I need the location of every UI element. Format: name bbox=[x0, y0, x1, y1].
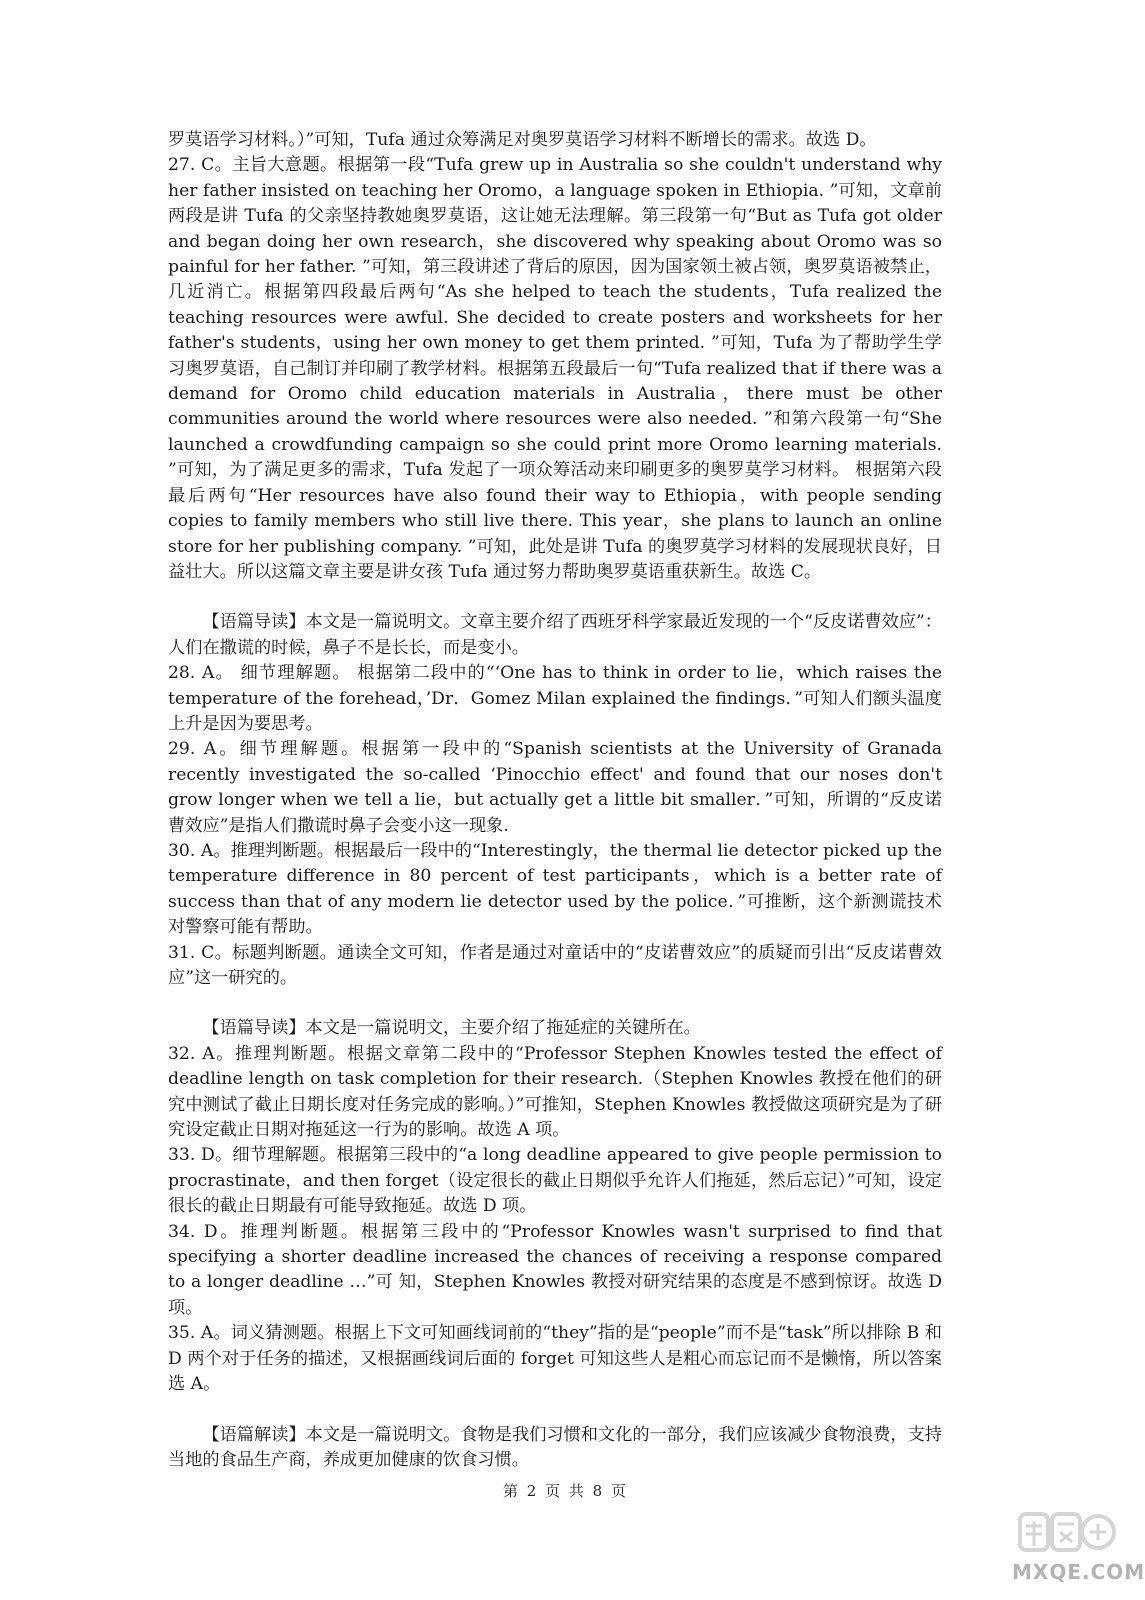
paragraph-intro-continuation: 罗莫语学习材料。）”可知，Tufa 通过众筹满足对奥罗莫语学习材料不断增长的需求。故选 D。 bbox=[168, 130, 877, 150]
watermark-text: MXQE.COM bbox=[1012, 1560, 1145, 1584]
answer-27: 27. C。主旨大意题。根据第一段“Tufa grew up in Australia so she couldn't understand why her father insisted on teaching her Oromo，a language spoken in Ethiopia. ”可知，文章前两段是讲 Tufa 的父亲坚持教她奥罗莫语，这让她无法理解。第三段第一句“But as Tufa got older and began doing her own research，she discovered why speaking about Oromo was so painful for her father. ”可知，第三段讲述了背后的原因，因为国家领土被占领，奥罗莫语被禁止，几近消亡。根据第四段最后两句“As she helped to teach the students，Tufa realized the teaching resources were awful. She decided to create posters and worksheets for her father's students，using her own money to get them printed. ”可知，Tufa 为了帮助学生学习奥罗莫语，自己制订并印刷了教学材料。根据第五段最后一句“Tufa realized that if there was a demand for Oromo child education materials in Australia，there must be other communities around the world where resources were also needed. ”和第六段第一句“She launched a crowdfunding campaign so she could print more Oromo learning materials. ”可知，为了满足更多的需求，Tufa 发起了一项众筹活动来印刷更多的奥罗莫学习材料。 根据第六段最后两句“Her resources have also found their way to Ethiopia，with people sending copies to family members who still live there. This year，she plans to launch an online store for her publishing company. ”可知，此处是讲 Tufa 的奥罗莫学习材料的发展现状良好，日益壮大。所以这篇文章主要是讲女孩 Tufa 通过努力帮助奥罗莫语重获新生。故选 C。 bbox=[168, 155, 942, 582]
paragraph-gap bbox=[168, 585, 942, 610]
answer-34: 34. D。推理判断题。根据第三段中的“Professor Knowles wasn't surprised to find that specifying a shorter deadline increased the chances of receiving a response compared to a longer deadline …”可 知，Stephen Knowles 教授对研究结果的态度是不感到惊讶。故选 D 项。 bbox=[168, 1221, 942, 1318]
answer-28: 28. A。 细节理解题。 根据第二段中的“‘One has to think in order to lie，which raises the temperature of the forehead，’Dr．Gomez Milan explained the findings．”可知人们额头温度上升是因为要思考。 bbox=[168, 663, 942, 734]
answer-30: 30. A。推理判断题。根据最后一段中的“Interestingly，the thermal lie detector picked up the temperature difference in 80 percent of test participants，which is a better rate of success than that of any modern lie detector used by the police．”可推断，这个新测谎技术对警察可能有帮助。 bbox=[168, 840, 942, 938]
paragraph-gap bbox=[168, 991, 942, 1016]
answer-31: 31. C。标题判断题。通读全文可知，作者是通过对童话中的“皮诺曹效应”的质疑而引出“反皮诺曹效应”这一研究的。 bbox=[168, 942, 942, 988]
answer-35: 35. A。词义猜测题。根据上下文可知画线词前的“they”指的是“people”而不是“task”所以排除 B 和 D 两个对于任务的描述，又根据画线词后面的 forget 可知这些人是粗心而忘记而不是懒惰，所以答案选 A。 bbox=[168, 1323, 942, 1395]
answer-33: 33. D。细节理解题。根据第三段中的“a long deadline appeared to give people permission to procrastinate，and then forget（设定很长的截止日期似乎允许人们拖延，然后忘记）”可知，设定很长的截止日期最有可能导致拖延。故选 D 项。 bbox=[168, 1145, 942, 1217]
passage-interpretation-heading: 【语篇解读】本文是一篇说明文。食物是我们习惯和文化的一部分，我们应该减少食物浪费，支持当地的食品生产商，养成更加健康的饮食习惯。 bbox=[168, 1424, 942, 1470]
watermark-logo-icon bbox=[1016, 1508, 1116, 1558]
page-number-footer: 第 2 页 共 8 页 bbox=[503, 1482, 628, 1500]
passage-guide-heading: 【语篇导读】本文是一篇说明文，主要介绍了拖延症的关键所在。 bbox=[202, 1018, 701, 1039]
document-body bbox=[168, 128, 942, 1473]
answer-32: 32. A。推理判断题。根据文章第二段中的“Professor Stephen Knowles tested the effect of deadline length on task completion for their research.（Stephen Knowles 教授在他们的研究中测试了截止日期长度对任务完成的影响。）”可推知，Stephen Knowles 教授做这项研究是为了研究设定截止日期对拖延这一行为的影响。故选 A 项。 bbox=[168, 1043, 943, 1141]
paragraph-gap bbox=[168, 1398, 942, 1423]
passage-guide-heading: 【语篇导读】本文是一篇说明文。文章主要介绍了西班牙科学家最近发现的一个“反皮诺曹效应”：人们在撒谎的时候，鼻子不是长长，而是变小。 bbox=[168, 612, 942, 658]
answer-29: 29. A。细节理解题。根据第一段中的“Spanish scientists at the University of Granada recently investigated the so-called ‘Pinocchio effect' and found that our noses don't grow longer when we tell a lie，but actually get a little bit smaller．”可知，所谓的“反皮诺曹效应”是指人们撒谎时鼻子会变小这一现象. bbox=[168, 739, 942, 836]
